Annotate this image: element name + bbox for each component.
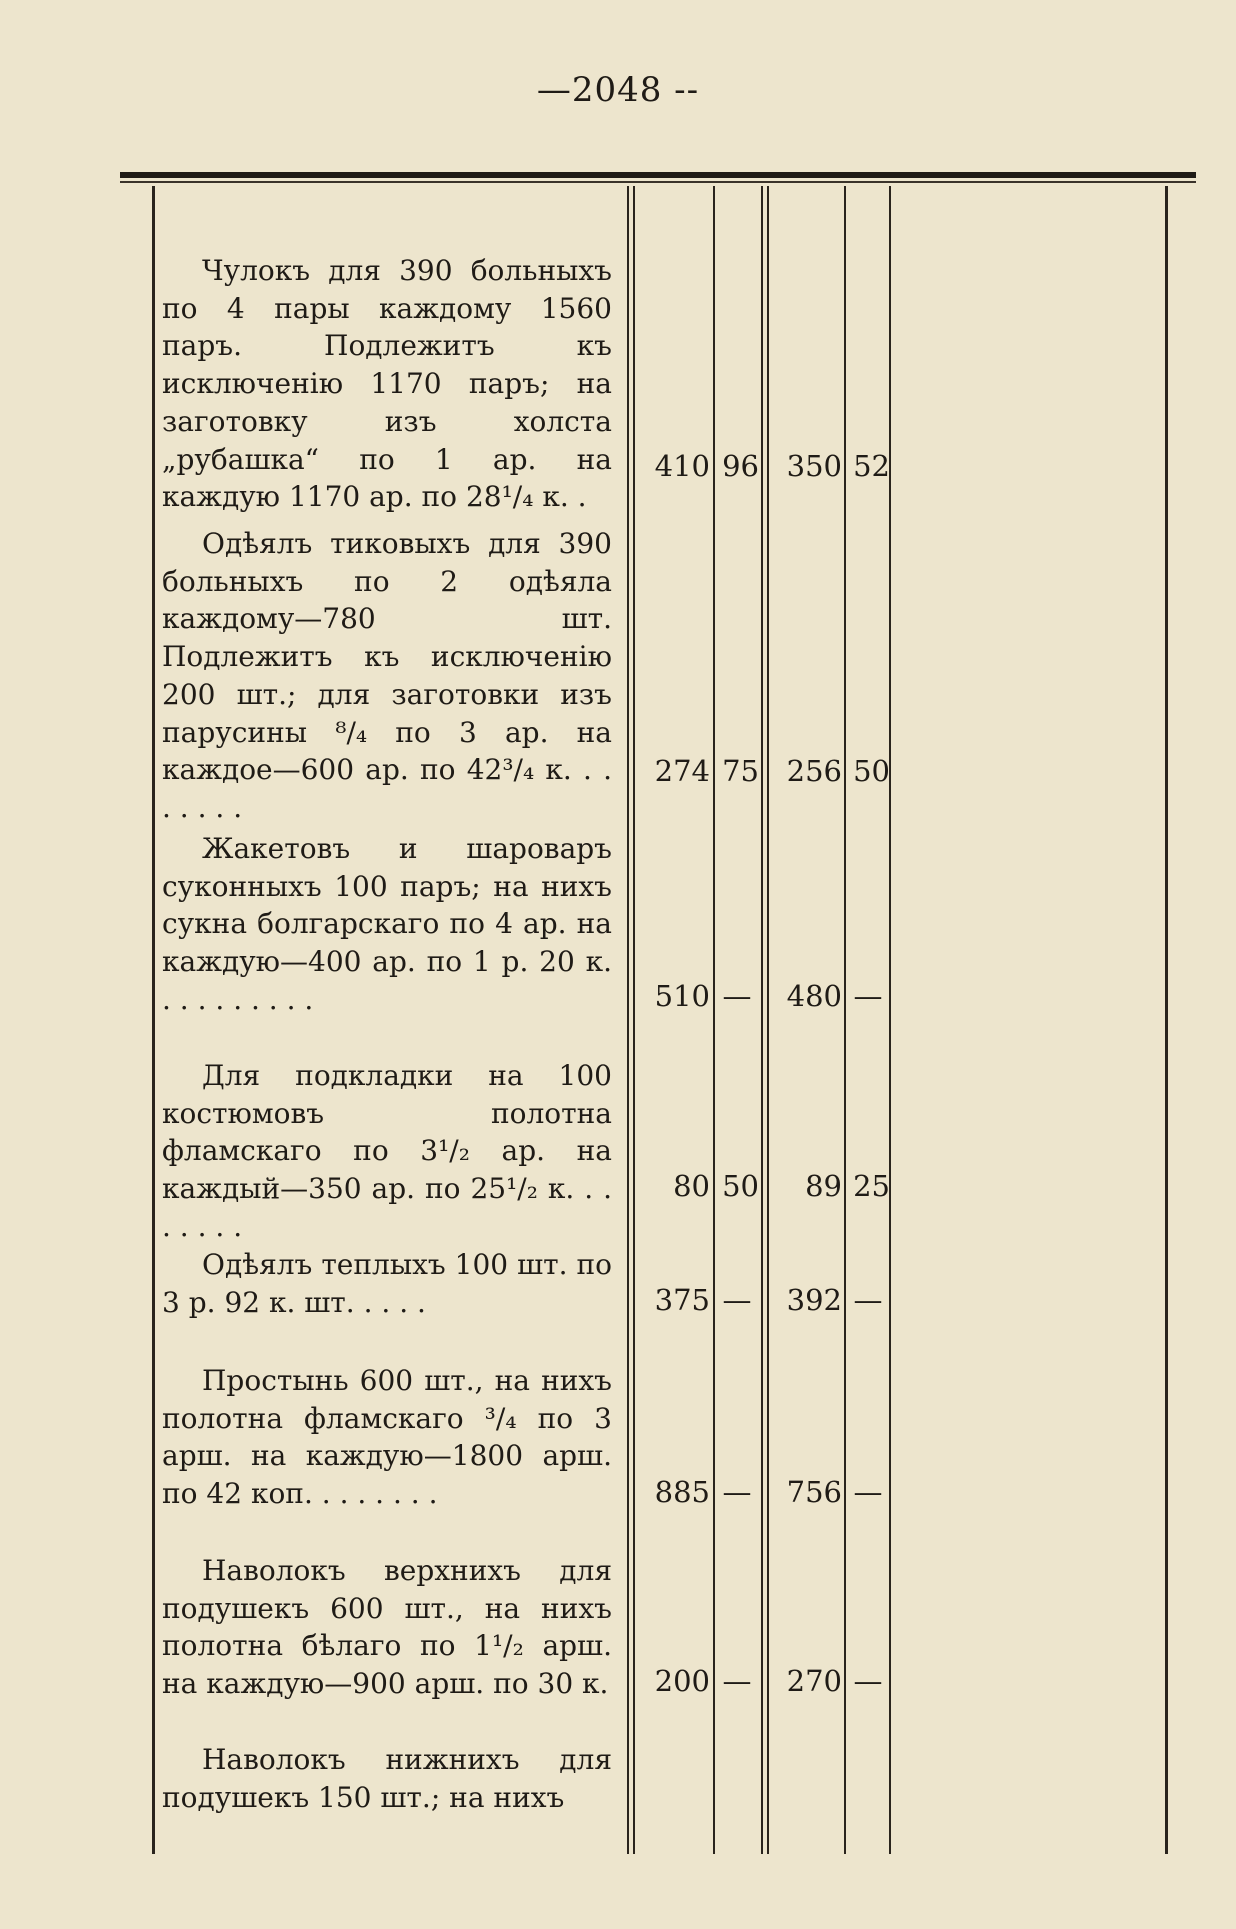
col1-kopecks: — bbox=[722, 1475, 752, 1509]
col2-kopecks: 50 bbox=[853, 754, 890, 788]
entry-text: Наволокъ нижнихъ для подушекъ 150 шт.; на нихъ bbox=[162, 1743, 612, 1814]
col2-kopecks: 52 bbox=[853, 449, 890, 483]
table-border-left bbox=[152, 186, 155, 1854]
table-row-entry bbox=[162, 1552, 612, 1703]
col1-kopecks: — bbox=[722, 1283, 752, 1317]
col1-kopecks: 75 bbox=[722, 754, 759, 788]
table-rule-col1-right-inner bbox=[767, 186, 769, 1854]
table-row-entry bbox=[162, 252, 612, 516]
col1-rubles: 200 bbox=[654, 1664, 710, 1698]
table-row-entry bbox=[162, 1057, 612, 1246]
col2-rubles: 270 bbox=[786, 1664, 842, 1698]
col1-rubles: 80 bbox=[673, 1169, 710, 1203]
col2-rubles: 350 bbox=[786, 449, 842, 483]
col2-kopecks: 25 bbox=[853, 1169, 890, 1203]
col1-rubles: 510 bbox=[654, 979, 710, 1013]
table-rule-col1-kop bbox=[713, 186, 715, 1854]
col2-kopecks: — bbox=[853, 1283, 883, 1317]
table-rule-col2-kop bbox=[844, 186, 846, 1854]
table-rule-col1-right bbox=[761, 186, 763, 1854]
entry-text: Чулокъ для 390 больныхъ по 4 пары каждому 1560 паръ. Подлежитъ къ исключенію 1170 паръ; на заготовку изъ холста „рубашка“ по 1 ар. на каждую 1170 ар. по 28¹/₄ к. . bbox=[162, 254, 612, 514]
col2-kopecks: — bbox=[853, 1664, 883, 1698]
entry-text: Одѣялъ теплыхъ 100 шт. по 3 р. 92 к. шт. . . . . bbox=[162, 1248, 612, 1319]
page-number: —2048 -- bbox=[536, 70, 700, 110]
table-rule-text-right-inner bbox=[633, 186, 635, 1854]
col2-kopecks: — bbox=[853, 979, 883, 1013]
table-rule-col2-right bbox=[889, 186, 891, 1854]
col1-kopecks: 96 bbox=[722, 449, 759, 483]
col1-kopecks: — bbox=[722, 979, 752, 1013]
entry-text: Наволокъ верхнихъ для подушекъ 600 шт., на нихъ полотна бѣлаго по 1¹/₂ арш. на каждую—900 арш. по 30 к. bbox=[162, 1554, 612, 1701]
col2-rubles: 89 bbox=[805, 1169, 842, 1203]
col1-rubles: 274 bbox=[654, 754, 710, 788]
header-rule-thick bbox=[120, 172, 1196, 178]
entry-text: Одѣялъ тиковыхъ для 390 больныхъ по 2 одѣяла каждому—780 шт. Подлежитъ къ исключенію 200 шт.; для заготовки изъ парусины ⁸/₄ по 3 ар. на каждое—600 ар. по 42³/₄ к. . . . . . . . bbox=[162, 527, 612, 824]
table-row-entry bbox=[162, 525, 612, 827]
entry-text: Жакетовъ и шароваръ суконныхъ 100 паръ; на нихъ сукна болгарскаго по 4 ар. на каждую—400 ар. по 1 р. 20 к. . . . . . . . . . bbox=[162, 832, 612, 1016]
table-row-entry bbox=[162, 1741, 612, 1816]
col1-rubles: 410 bbox=[654, 449, 710, 483]
col1-kopecks: — bbox=[722, 1664, 752, 1698]
col1-rubles: 885 bbox=[654, 1475, 710, 1509]
col2-rubles: 256 bbox=[786, 754, 842, 788]
col2-rubles: 480 bbox=[786, 979, 842, 1013]
col2-rubles: 756 bbox=[786, 1475, 842, 1509]
col1-rubles: 375 bbox=[654, 1283, 710, 1317]
table-rule-text-right bbox=[627, 186, 629, 1854]
col1-kopecks: 50 bbox=[722, 1169, 759, 1203]
header-rule-thin bbox=[120, 181, 1196, 183]
table-row-entry bbox=[162, 1362, 612, 1513]
entry-text: Простынь 600 шт., на нихъ полотна фламскаго ³/₄ по 3 арш. на каждую—1800 арш. по 42 коп. . . . . . . . bbox=[162, 1364, 612, 1511]
entry-text: Для подкладки на 100 костюмовъ полотна фламскаго по 3¹/₂ ар. на каждый—350 ар. по 25¹/₂ к. . . . . . . . bbox=[162, 1059, 612, 1243]
col2-rubles: 392 bbox=[786, 1283, 842, 1317]
col2-kopecks: — bbox=[853, 1475, 883, 1509]
table-border-right bbox=[1165, 186, 1168, 1854]
table-row-entry bbox=[162, 1246, 612, 1321]
table-row-entry bbox=[162, 830, 612, 1019]
